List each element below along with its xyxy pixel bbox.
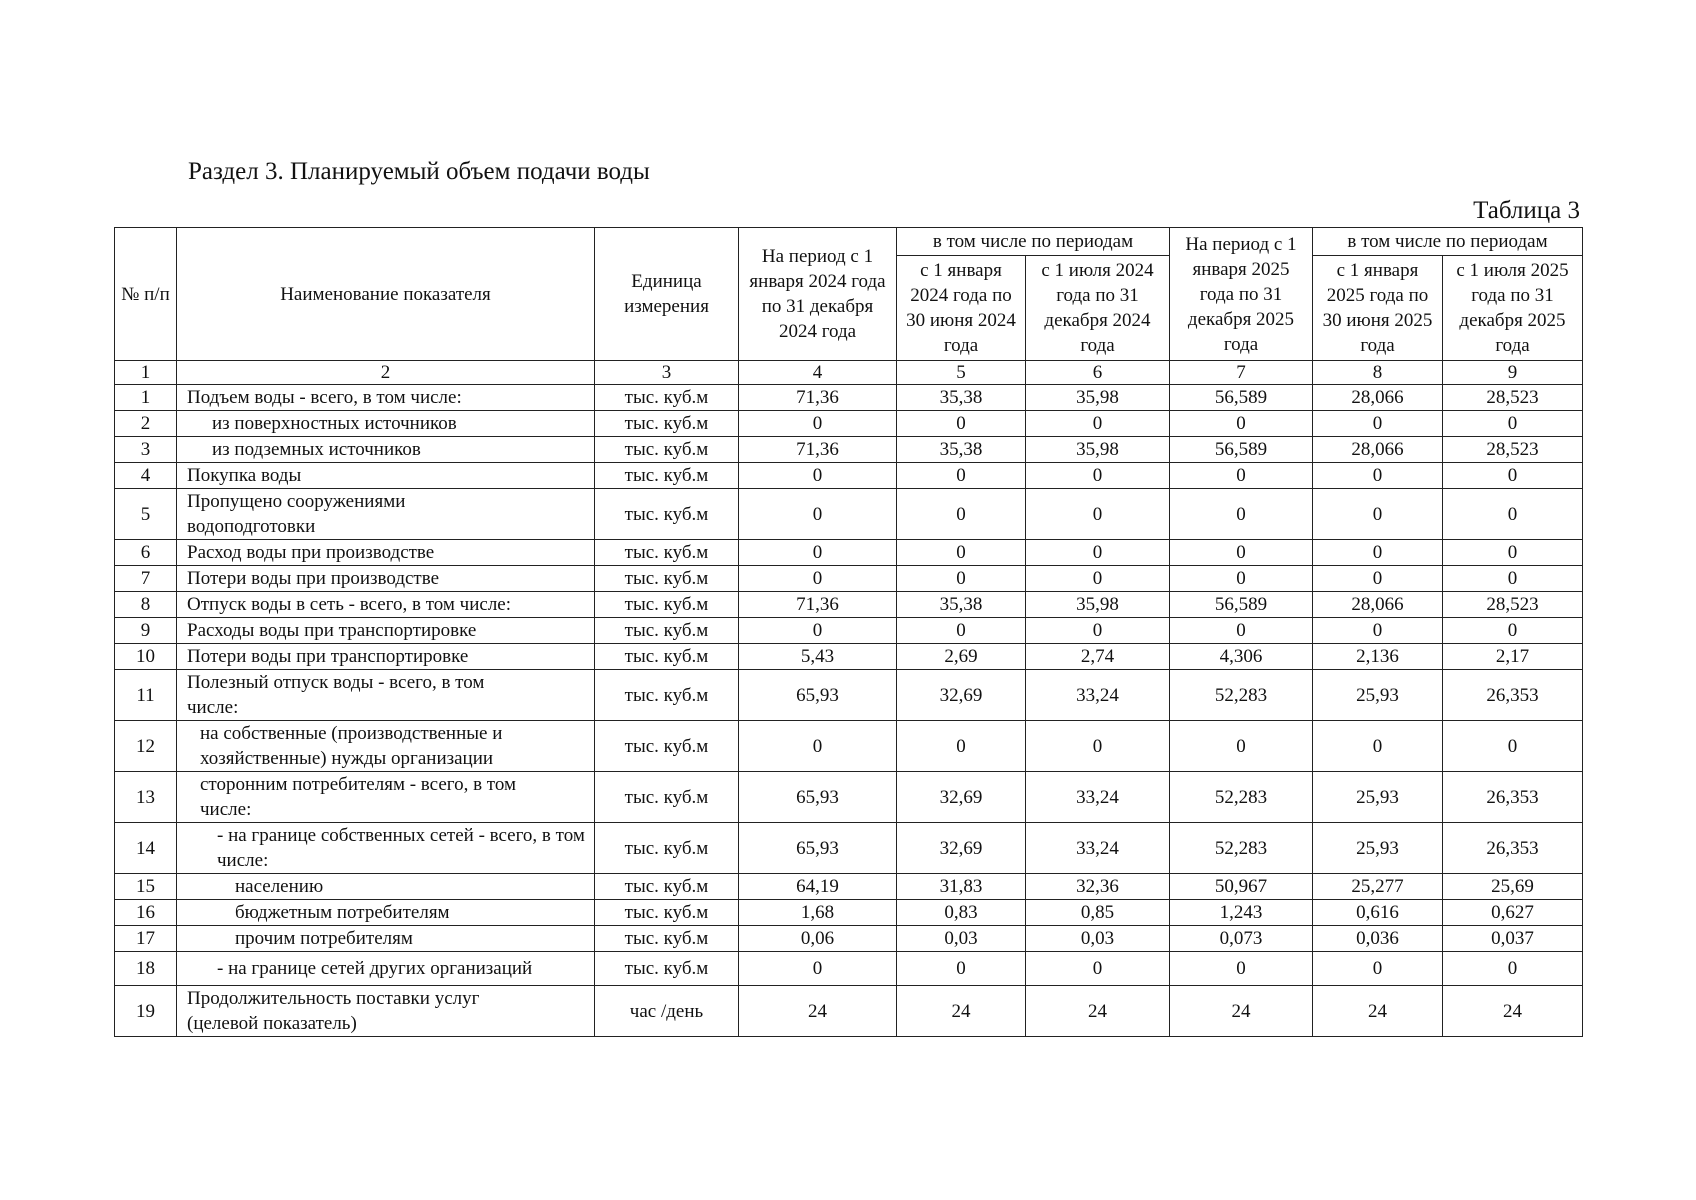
row-value: 24	[1313, 986, 1443, 1037]
row-name: Потери воды при транспортировке	[177, 644, 595, 670]
row-value: 0	[739, 463, 897, 489]
row-value: 24	[897, 986, 1026, 1037]
row-value: 35,38	[897, 385, 1026, 411]
row-unit: час /день	[595, 986, 739, 1037]
row-num: 1	[115, 385, 177, 411]
table-row	[115, 385, 1583, 411]
header-h2-2024: с 1 июля 2024 года по 31 декабря 2024 года	[1026, 256, 1170, 361]
row-value: 0	[1026, 489, 1170, 540]
row-value: 0	[1313, 721, 1443, 772]
row-value: 0	[1026, 618, 1170, 644]
row-value: 26,353	[1443, 670, 1583, 721]
header-h2-2025: с 1 июля 2025 года по 31 декабря 2025 года	[1443, 256, 1583, 361]
column-index-cell: 1	[115, 361, 177, 385]
row-value: 0,073	[1170, 926, 1313, 952]
header-period-2024: На период с 1 января 2024 года по 31 декабря 2024 года	[739, 228, 897, 361]
row-value: 26,353	[1443, 772, 1583, 823]
table-row	[115, 823, 1583, 874]
column-index-cell: 2	[177, 361, 595, 385]
row-value: 56,589	[1170, 592, 1313, 618]
row-unit: тыс. куб.м	[595, 823, 739, 874]
row-value: 0	[1170, 952, 1313, 986]
row-value: 0	[739, 566, 897, 592]
row-value: 35,38	[897, 437, 1026, 463]
row-value: 2,17	[1443, 644, 1583, 670]
table-row	[115, 900, 1583, 926]
row-unit: тыс. куб.м	[595, 463, 739, 489]
table-row	[115, 463, 1583, 489]
row-value: 52,283	[1170, 823, 1313, 874]
row-unit: тыс. куб.м	[595, 952, 739, 986]
row-value: 0	[1313, 952, 1443, 986]
table-row	[115, 644, 1583, 670]
row-value: 0	[1026, 463, 1170, 489]
column-index-cell: 3	[595, 361, 739, 385]
column-index-cell: 9	[1443, 361, 1583, 385]
row-num: 10	[115, 644, 177, 670]
row-num: 4	[115, 463, 177, 489]
row-value: 0	[1170, 489, 1313, 540]
row-value: 50,967	[1170, 874, 1313, 900]
row-value: 24	[739, 986, 897, 1037]
row-value: 25,69	[1443, 874, 1583, 900]
row-value: 0,627	[1443, 900, 1583, 926]
column-index-cell: 6	[1026, 361, 1170, 385]
row-value: 0	[1026, 952, 1170, 986]
row-value: 28,066	[1313, 385, 1443, 411]
row-value: 0	[897, 411, 1026, 437]
header-subperiods-2024: в том числе по периодам	[897, 228, 1170, 256]
table-row	[115, 874, 1583, 900]
row-value: 52,283	[1170, 670, 1313, 721]
header-name: Наименование показателя	[177, 228, 595, 361]
table-row	[115, 489, 1583, 540]
row-value: 64,19	[739, 874, 897, 900]
row-unit: тыс. куб.м	[595, 411, 739, 437]
row-value: 32,69	[897, 670, 1026, 721]
row-value: 0	[1026, 411, 1170, 437]
row-value: 0	[1313, 411, 1443, 437]
row-value: 71,36	[739, 592, 897, 618]
table-row	[115, 772, 1583, 823]
row-value: 33,24	[1026, 670, 1170, 721]
row-name: сторонним потребителям - всего, в том числе:	[177, 772, 595, 823]
row-value: 28,523	[1443, 385, 1583, 411]
row-value: 2,74	[1026, 644, 1170, 670]
row-num: 14	[115, 823, 177, 874]
row-unit: тыс. куб.м	[595, 566, 739, 592]
row-value: 0	[739, 721, 897, 772]
row-value: 0	[1443, 952, 1583, 986]
row-value: 0	[739, 411, 897, 437]
row-value: 0	[1026, 566, 1170, 592]
row-value: 0	[1170, 540, 1313, 566]
row-value: 0	[1313, 540, 1443, 566]
row-name: Покупка воды	[177, 463, 595, 489]
row-value: 24	[1443, 986, 1583, 1037]
row-unit: тыс. куб.м	[595, 772, 739, 823]
row-num: 16	[115, 900, 177, 926]
water-supply-table	[114, 227, 1583, 1037]
row-value: 0	[897, 618, 1026, 644]
row-value: 33,24	[1026, 823, 1170, 874]
row-unit: тыс. куб.м	[595, 721, 739, 772]
row-value: 26,353	[1443, 823, 1583, 874]
row-value: 56,589	[1170, 437, 1313, 463]
row-value: 0	[739, 952, 897, 986]
row-unit: тыс. куб.м	[595, 670, 739, 721]
row-value: 25,277	[1313, 874, 1443, 900]
column-index-row	[115, 361, 1583, 385]
row-value: 0	[897, 540, 1026, 566]
row-num: 11	[115, 670, 177, 721]
row-value: 25,93	[1313, 772, 1443, 823]
row-value: 0	[739, 489, 897, 540]
row-unit: тыс. куб.м	[595, 618, 739, 644]
row-value: 0	[1313, 463, 1443, 489]
row-unit: тыс. куб.м	[595, 540, 739, 566]
row-value: 0	[897, 489, 1026, 540]
table-row	[115, 986, 1583, 1037]
row-value: 0	[1443, 411, 1583, 437]
row-value: 65,93	[739, 670, 897, 721]
row-num: 9	[115, 618, 177, 644]
row-num: 8	[115, 592, 177, 618]
header-unit: Единица измерения	[595, 228, 739, 361]
page-title: Раздел 3. Планируемый объем подачи воды	[188, 158, 650, 185]
row-value: 0,83	[897, 900, 1026, 926]
row-num: 12	[115, 721, 177, 772]
row-num: 19	[115, 986, 177, 1037]
row-value: 65,93	[739, 772, 897, 823]
row-num: 18	[115, 952, 177, 986]
row-unit: тыс. куб.м	[595, 437, 739, 463]
row-value: 0	[1313, 618, 1443, 644]
row-unit: тыс. куб.м	[595, 385, 739, 411]
row-value: 25,93	[1313, 670, 1443, 721]
column-index-cell: 4	[739, 361, 897, 385]
row-value: 0	[897, 463, 1026, 489]
row-value: 0,036	[1313, 926, 1443, 952]
table-row	[115, 540, 1583, 566]
row-value: 28,523	[1443, 437, 1583, 463]
row-name: Продолжительность поставки услуг (целевой показатель)	[177, 986, 595, 1037]
row-name: из подземных источников	[177, 437, 595, 463]
row-value: 0	[1313, 489, 1443, 540]
row-value: 0	[1313, 566, 1443, 592]
row-value: 35,98	[1026, 437, 1170, 463]
header-h1-2024: с 1 января 2024 года по 30 июня 2024 года	[897, 256, 1026, 361]
row-value: 0	[1443, 721, 1583, 772]
row-value: 0,616	[1313, 900, 1443, 926]
row-value: 65,93	[739, 823, 897, 874]
row-value: 25,93	[1313, 823, 1443, 874]
table-row	[115, 952, 1583, 986]
header-period-2025: На период с 1 января 2025 года по 31 декабря 2025 года	[1170, 228, 1313, 361]
table-row	[115, 721, 1583, 772]
row-num: 5	[115, 489, 177, 540]
row-value: 32,69	[897, 772, 1026, 823]
row-num: 3	[115, 437, 177, 463]
table-row	[115, 592, 1583, 618]
row-value: 0	[1026, 721, 1170, 772]
row-value: 0	[897, 566, 1026, 592]
row-value: 0,06	[739, 926, 897, 952]
row-unit: тыс. куб.м	[595, 592, 739, 618]
row-unit: тыс. куб.м	[595, 489, 739, 540]
row-value: 4,306	[1170, 644, 1313, 670]
column-index-cell: 7	[1170, 361, 1313, 385]
row-value: 35,38	[897, 592, 1026, 618]
row-num: 2	[115, 411, 177, 437]
row-value: 5,43	[739, 644, 897, 670]
row-name: прочим потребителям	[177, 926, 595, 952]
row-name: - на границе сетей других организаций	[177, 952, 595, 986]
row-value: 0	[1443, 489, 1583, 540]
row-name: Расход воды при производстве	[177, 540, 595, 566]
row-num: 6	[115, 540, 177, 566]
header-subperiods-2025: в том числе по периодам	[1313, 228, 1583, 256]
row-value: 32,36	[1026, 874, 1170, 900]
row-value: 0	[1170, 463, 1313, 489]
row-name: Расходы воды при транспортировке	[177, 618, 595, 644]
row-value: 0	[1170, 721, 1313, 772]
row-value: 28,066	[1313, 592, 1443, 618]
column-index-cell: 8	[1313, 361, 1443, 385]
row-value: 28,523	[1443, 592, 1583, 618]
row-unit: тыс. куб.м	[595, 874, 739, 900]
row-value: 71,36	[739, 437, 897, 463]
header-num: № п/п	[115, 228, 177, 361]
row-value: 0,03	[897, 926, 1026, 952]
row-value: 33,24	[1026, 772, 1170, 823]
row-value: 56,589	[1170, 385, 1313, 411]
row-value: 32,69	[897, 823, 1026, 874]
header-h1-2025: с 1 января 2025 года по 30 июня 2025 года	[1313, 256, 1443, 361]
row-name: из поверхностных источников	[177, 411, 595, 437]
row-value: 0	[897, 952, 1026, 986]
row-name: Пропущено сооружениями водоподготовки	[177, 489, 595, 540]
row-value: 0,03	[1026, 926, 1170, 952]
row-value: 35,98	[1026, 592, 1170, 618]
row-value: 0	[897, 721, 1026, 772]
row-value: 0	[1170, 566, 1313, 592]
row-value: 0	[1170, 618, 1313, 644]
row-name: населению	[177, 874, 595, 900]
row-value: 0,037	[1443, 926, 1583, 952]
column-index-cell: 5	[897, 361, 1026, 385]
table-row	[115, 437, 1583, 463]
table-row	[115, 566, 1583, 592]
row-value: 2,136	[1313, 644, 1443, 670]
row-value: 0	[1443, 566, 1583, 592]
row-num: 17	[115, 926, 177, 952]
row-name: Полезный отпуск воды - всего, в том числе:	[177, 670, 595, 721]
row-value: 0	[1170, 411, 1313, 437]
row-num: 7	[115, 566, 177, 592]
row-value: 2,69	[897, 644, 1026, 670]
row-value: 31,83	[897, 874, 1026, 900]
row-value: 0	[739, 540, 897, 566]
row-unit: тыс. куб.м	[595, 900, 739, 926]
row-value: 0	[1443, 463, 1583, 489]
row-value: 71,36	[739, 385, 897, 411]
row-value: 28,066	[1313, 437, 1443, 463]
table-row	[115, 411, 1583, 437]
row-value: 1,68	[739, 900, 897, 926]
row-name: - на границе собственных сетей - всего, в том числе:	[177, 823, 595, 874]
row-unit: тыс. куб.м	[595, 926, 739, 952]
table-row	[115, 618, 1583, 644]
row-value: 0	[1443, 540, 1583, 566]
row-value: 1,243	[1170, 900, 1313, 926]
row-value: 0	[1443, 618, 1583, 644]
row-value: 0	[1026, 540, 1170, 566]
row-value: 24	[1026, 986, 1170, 1037]
row-num: 13	[115, 772, 177, 823]
row-value: 24	[1170, 986, 1313, 1037]
table-label: Таблица 3	[1473, 197, 1580, 224]
row-num: 15	[115, 874, 177, 900]
row-value: 0,85	[1026, 900, 1170, 926]
row-name: Подъем воды - всего, в том числе:	[177, 385, 595, 411]
table-row	[115, 670, 1583, 721]
row-name: Отпуск воды в сеть - всего, в том числе:	[177, 592, 595, 618]
table-row	[115, 926, 1583, 952]
row-value: 35,98	[1026, 385, 1170, 411]
row-name: Потери воды при производстве	[177, 566, 595, 592]
row-value: 0	[739, 618, 897, 644]
row-name: бюджетным потребителям	[177, 900, 595, 926]
row-name: на собственные (производственные и хозяйственные) нужды организации	[177, 721, 595, 772]
row-unit: тыс. куб.м	[595, 644, 739, 670]
row-value: 52,283	[1170, 772, 1313, 823]
